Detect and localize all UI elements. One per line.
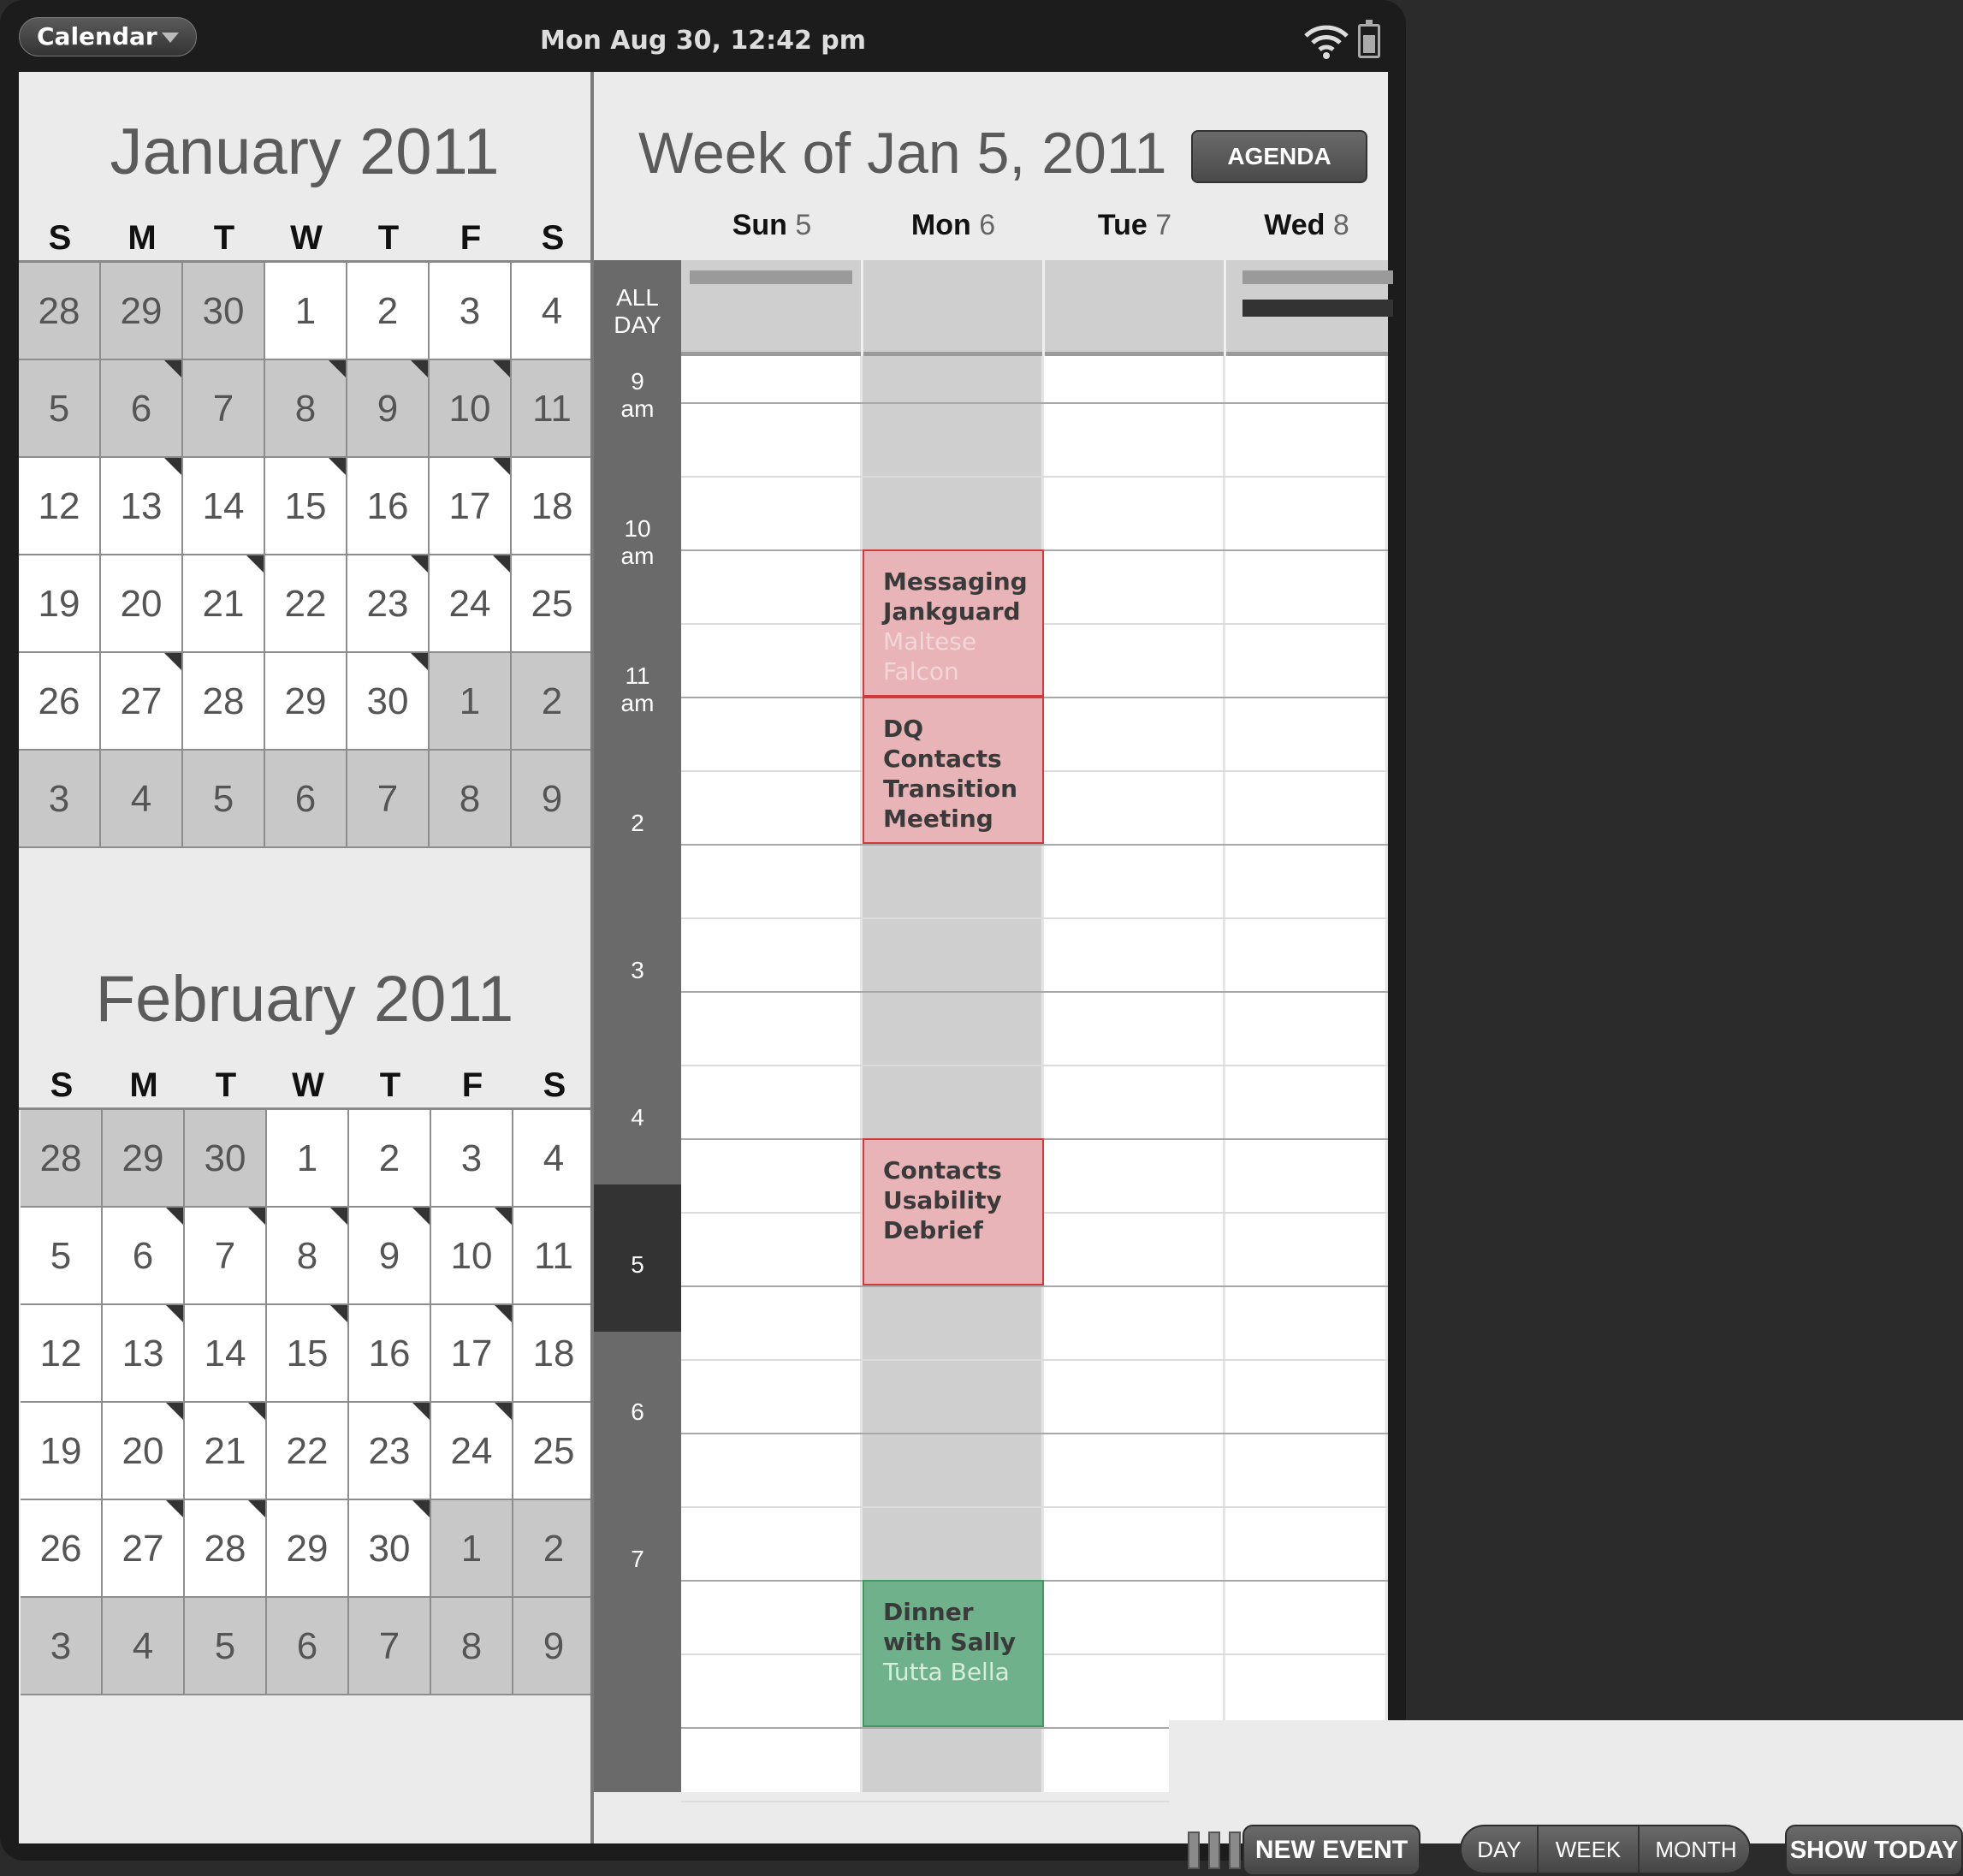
day-number: 10 bbox=[448, 388, 491, 430]
day-number: 27 bbox=[120, 680, 163, 722]
status-clock: Mon Aug 30, 12:42 pm bbox=[539, 26, 867, 56]
day-cell[interactable] bbox=[103, 1500, 185, 1598]
day-number: 14 bbox=[204, 1333, 246, 1374]
has-events-corner-icon bbox=[495, 1403, 512, 1420]
day-cell[interactable] bbox=[430, 360, 512, 458]
day-column[interactable] bbox=[681, 260, 863, 1792]
day-number: 15 bbox=[284, 485, 327, 527]
has-events-corner-icon bbox=[164, 653, 181, 670]
day-cell[interactable] bbox=[103, 1305, 185, 1403]
hour-number: 4 bbox=[631, 1104, 644, 1131]
hour-label bbox=[594, 810, 681, 837]
day-number: 20 bbox=[122, 1430, 164, 1472]
day-number: 13 bbox=[122, 1333, 164, 1374]
day-number: 6 bbox=[979, 209, 996, 241]
calendar-event[interactable] bbox=[863, 1138, 1044, 1285]
day-of-week-label: F bbox=[461, 1066, 483, 1104]
event-location: Maltese Falcon bbox=[883, 627, 977, 686]
day-number: 4 bbox=[130, 778, 152, 820]
has-events-corner-icon bbox=[411, 653, 428, 670]
agenda-button[interactable]: AGENDA bbox=[1191, 130, 1367, 183]
day-of-week-label: S bbox=[543, 1066, 566, 1104]
day-of-week-label: T bbox=[213, 219, 235, 257]
day-number: 16 bbox=[366, 485, 409, 527]
has-events-corner-icon bbox=[330, 1305, 347, 1322]
day-cell[interactable] bbox=[347, 653, 430, 751]
day-number: 28 bbox=[204, 1528, 246, 1570]
day-number: 4 bbox=[543, 1137, 565, 1179]
day-number: 11 bbox=[534, 1235, 573, 1277]
has-events-corner-icon bbox=[248, 1500, 265, 1517]
day-cell[interactable] bbox=[265, 653, 347, 751]
day-cell[interactable] bbox=[21, 1208, 103, 1305]
all-day-row[interactable] bbox=[681, 260, 1388, 356]
day-cell[interactable] bbox=[21, 1403, 103, 1500]
hour-label bbox=[594, 1398, 681, 1426]
month-title: February 2011 bbox=[95, 963, 514, 1036]
calendar-screen bbox=[19, 72, 1959, 1864]
has-events-corner-icon bbox=[246, 555, 264, 573]
day-cell[interactable] bbox=[103, 1110, 185, 1208]
month-title: January 2011 bbox=[110, 116, 500, 188]
calendar-event[interactable] bbox=[863, 1580, 1044, 1727]
hour-number: 10 bbox=[624, 515, 651, 542]
day-cell[interactable] bbox=[265, 751, 347, 848]
day-cell[interactable] bbox=[431, 1403, 513, 1500]
day-number: 9 bbox=[377, 388, 399, 430]
day-cell[interactable] bbox=[349, 1598, 431, 1695]
day-cell[interactable] bbox=[19, 458, 101, 555]
day-number: 5 bbox=[212, 778, 234, 820]
day-cell[interactable] bbox=[512, 751, 594, 848]
day-cell[interactable] bbox=[21, 1110, 103, 1208]
column-separator bbox=[1042, 260, 1045, 356]
day-cell[interactable] bbox=[349, 1208, 431, 1305]
day-of-week-label: S bbox=[48, 219, 72, 257]
day-cell[interactable] bbox=[183, 263, 265, 360]
wifi-icon bbox=[1302, 22, 1350, 60]
day-name: Sun bbox=[732, 209, 787, 241]
day-cell[interactable] bbox=[347, 751, 430, 848]
day-number: 17 bbox=[448, 485, 491, 527]
day-number: 21 bbox=[204, 1430, 246, 1472]
day-cell[interactable] bbox=[101, 360, 183, 458]
day-number: 1 bbox=[459, 680, 481, 722]
day-of-week-label: S bbox=[50, 1066, 74, 1104]
day-cell[interactable] bbox=[19, 360, 101, 458]
day-number: 7 bbox=[1155, 209, 1172, 241]
day-number: 3 bbox=[50, 1625, 72, 1667]
day-number: 9 bbox=[543, 1625, 565, 1667]
day-cell[interactable] bbox=[265, 555, 347, 653]
event-location: Tutta Bella bbox=[883, 1658, 1010, 1686]
day-number: 3 bbox=[48, 778, 70, 820]
week-grid[interactable] bbox=[681, 260, 1388, 1792]
has-events-corner-icon bbox=[493, 458, 510, 475]
day-column-header[interactable] bbox=[1044, 209, 1225, 242]
day-number: 17 bbox=[450, 1333, 493, 1374]
hour-label bbox=[594, 515, 681, 570]
day-number: 29 bbox=[284, 680, 327, 722]
has-events-corner-icon bbox=[164, 360, 181, 377]
day-number: 1 bbox=[296, 1137, 318, 1179]
day-number: 14 bbox=[202, 485, 245, 527]
day-cell[interactable] bbox=[183, 653, 265, 751]
column-separator bbox=[1224, 260, 1226, 356]
hour-meridiem: am bbox=[620, 395, 655, 422]
day-cell[interactable] bbox=[347, 458, 430, 555]
day-number: 23 bbox=[366, 583, 409, 625]
day-number: 7 bbox=[377, 778, 399, 820]
hour-label bbox=[594, 662, 681, 717]
has-events-corner-icon bbox=[412, 1500, 430, 1517]
day-number: 24 bbox=[448, 583, 491, 625]
day-number: 10 bbox=[450, 1235, 493, 1277]
day-cell[interactable] bbox=[512, 653, 594, 751]
view-day-button[interactable]: DAY bbox=[1462, 1826, 1539, 1873]
day-cell[interactable] bbox=[513, 1110, 596, 1208]
day-cell[interactable] bbox=[101, 263, 183, 360]
day-number: 29 bbox=[120, 290, 163, 332]
day-cell[interactable] bbox=[21, 1598, 103, 1695]
day-number: 30 bbox=[366, 680, 409, 722]
day-cell[interactable] bbox=[265, 360, 347, 458]
day-cell[interactable] bbox=[513, 1598, 596, 1695]
day-of-week-label: S bbox=[541, 219, 565, 257]
day-column[interactable] bbox=[1044, 260, 1225, 1792]
new-event-button[interactable]: NEW EVENT bbox=[1242, 1825, 1420, 1876]
day-cell[interactable] bbox=[19, 751, 101, 848]
has-events-corner-icon bbox=[411, 360, 428, 377]
day-cell[interactable] bbox=[512, 555, 594, 653]
has-events-corner-icon bbox=[329, 458, 346, 475]
hour-number: 9 bbox=[631, 368, 644, 395]
day-cell[interactable] bbox=[347, 555, 430, 653]
day-number: 4 bbox=[541, 290, 563, 332]
day-name: Tue bbox=[1097, 209, 1148, 241]
day-number: 25 bbox=[531, 583, 573, 625]
has-events-corner-icon bbox=[166, 1305, 183, 1322]
event-title: DQ Contacts Transition Meeting bbox=[883, 715, 1018, 833]
day-cell[interactable] bbox=[21, 1305, 103, 1403]
day-number: 28 bbox=[39, 1137, 82, 1179]
day-number: 3 bbox=[460, 1137, 483, 1179]
day-cell[interactable] bbox=[267, 1598, 349, 1695]
day-cell[interactable] bbox=[431, 1110, 513, 1208]
day-number: 19 bbox=[39, 1430, 82, 1472]
day-cell[interactable] bbox=[185, 1110, 267, 1208]
hour-label bbox=[594, 957, 681, 984]
day-number: 5 bbox=[50, 1235, 72, 1277]
day-number: 22 bbox=[286, 1430, 329, 1472]
has-events-corner-icon bbox=[495, 1208, 512, 1225]
pane-resize-grip-icon[interactable] bbox=[1188, 1831, 1244, 1869]
hour-label bbox=[594, 1251, 681, 1279]
day-cell[interactable] bbox=[265, 458, 347, 555]
day-number: 8 bbox=[1332, 209, 1349, 241]
day-number: 12 bbox=[38, 485, 80, 527]
has-events-corner-icon bbox=[248, 1208, 265, 1225]
day-number: 29 bbox=[122, 1137, 164, 1179]
all-day-event-bar[interactable] bbox=[1242, 300, 1393, 317]
hour-line bbox=[681, 991, 1388, 993]
day-number: 21 bbox=[202, 583, 245, 625]
day-number: 1 bbox=[460, 1528, 483, 1570]
day-cell[interactable] bbox=[347, 263, 430, 360]
day-cell[interactable] bbox=[19, 653, 101, 751]
hour-meridiem: am bbox=[620, 690, 655, 716]
half-hour-line bbox=[681, 1065, 1388, 1066]
app-menu-label: Calendar bbox=[37, 22, 157, 50]
day-column-header[interactable] bbox=[863, 209, 1044, 242]
day-number: 16 bbox=[368, 1333, 411, 1374]
day-cell[interactable] bbox=[183, 458, 265, 555]
day-of-week-label: F bbox=[460, 219, 482, 257]
event-title: Contacts Usability Debrief bbox=[883, 1156, 1002, 1244]
has-events-corner-icon bbox=[329, 360, 346, 377]
day-cell[interactable] bbox=[430, 653, 512, 751]
day-of-week-label: M bbox=[129, 1066, 158, 1104]
calendar-event[interactable] bbox=[863, 697, 1044, 844]
day-cell[interactable] bbox=[349, 1305, 431, 1403]
bottom-toolbar bbox=[1169, 1720, 1963, 1864]
day-number: 7 bbox=[378, 1625, 400, 1667]
hour-label bbox=[594, 1104, 681, 1131]
day-cell[interactable] bbox=[21, 1500, 103, 1598]
day-number: 5 bbox=[48, 388, 70, 430]
day-number: 13 bbox=[120, 485, 163, 527]
day-cell[interactable] bbox=[103, 1403, 185, 1500]
day-cell[interactable] bbox=[101, 653, 183, 751]
all-day-event-bar[interactable] bbox=[690, 270, 852, 284]
half-hour-line bbox=[681, 476, 1388, 478]
day-cell[interactable] bbox=[349, 1110, 431, 1208]
day-cell[interactable] bbox=[512, 263, 594, 360]
has-events-corner-icon bbox=[493, 555, 510, 573]
day-cell[interactable] bbox=[430, 263, 512, 360]
has-events-corner-icon bbox=[412, 1403, 430, 1420]
day-cell[interactable] bbox=[183, 555, 265, 653]
day-cell[interactable] bbox=[430, 458, 512, 555]
half-hour-line bbox=[681, 917, 1388, 919]
day-number: 28 bbox=[202, 680, 245, 722]
day-cell[interactable] bbox=[430, 751, 512, 848]
battery-icon bbox=[1358, 24, 1380, 58]
day-cell[interactable] bbox=[431, 1208, 513, 1305]
day-number: 22 bbox=[284, 583, 327, 625]
hour-number: 2 bbox=[631, 810, 644, 836]
day-number: 12 bbox=[39, 1333, 82, 1374]
event-title: Messaging Jankguard bbox=[883, 567, 1028, 626]
day-number: 4 bbox=[132, 1625, 154, 1667]
day-cell[interactable] bbox=[431, 1305, 513, 1403]
week-view bbox=[594, 72, 1959, 1864]
day-number: 30 bbox=[202, 290, 245, 332]
day-number: 18 bbox=[531, 485, 573, 527]
has-events-corner-icon bbox=[412, 1208, 430, 1225]
day-number: 2 bbox=[377, 290, 399, 332]
day-number: 3 bbox=[459, 290, 481, 332]
day-cell[interactable] bbox=[101, 751, 183, 848]
day-number: 8 bbox=[460, 1625, 483, 1667]
view-week-button[interactable]: WEEK bbox=[1539, 1826, 1640, 1873]
day-number: 1 bbox=[294, 290, 317, 332]
day-cell[interactable] bbox=[101, 555, 183, 653]
day-column-header[interactable] bbox=[681, 209, 863, 242]
day-cell[interactable] bbox=[347, 360, 430, 458]
day-number: 30 bbox=[204, 1137, 246, 1179]
day-number: 2 bbox=[543, 1528, 565, 1570]
day-of-week-label: W bbox=[290, 219, 323, 257]
status-bar bbox=[0, 0, 1406, 72]
has-events-corner-icon bbox=[495, 1305, 512, 1322]
day-number: 9 bbox=[541, 778, 563, 820]
day-number: 27 bbox=[122, 1528, 164, 1570]
hour-line bbox=[681, 844, 1388, 846]
day-number: 30 bbox=[368, 1528, 411, 1570]
day-of-week-label: W bbox=[292, 1066, 324, 1104]
hour-number: 11 bbox=[625, 662, 650, 689]
day-number: 5 bbox=[795, 209, 812, 241]
day-number: 2 bbox=[378, 1137, 400, 1179]
day-cell[interactable] bbox=[185, 1598, 267, 1695]
day-cell[interactable] bbox=[267, 1208, 349, 1305]
event-title: Dinner with Sally bbox=[883, 1598, 1017, 1656]
day-column-header[interactable] bbox=[1225, 209, 1388, 242]
has-events-corner-icon bbox=[248, 1403, 265, 1420]
day-cell[interactable] bbox=[101, 458, 183, 555]
day-number: 20 bbox=[120, 583, 163, 625]
day-name: Mon bbox=[910, 209, 971, 241]
all-day-event-bar[interactable] bbox=[1242, 270, 1393, 284]
column-separator bbox=[861, 260, 863, 356]
day-name: Wed bbox=[1264, 209, 1325, 241]
day-number: 7 bbox=[212, 388, 234, 430]
day-cell[interactable] bbox=[183, 360, 265, 458]
day-number: 18 bbox=[532, 1333, 575, 1374]
show-today-button[interactable]: SHOW TODAY bbox=[1785, 1825, 1963, 1876]
day-number: 25 bbox=[532, 1430, 575, 1472]
has-events-corner-icon bbox=[166, 1403, 183, 1420]
view-switcher bbox=[1460, 1825, 1751, 1874]
day-cell[interactable] bbox=[349, 1500, 431, 1598]
day-number: 26 bbox=[39, 1528, 82, 1570]
day-cell[interactable] bbox=[183, 751, 265, 848]
hour-line bbox=[681, 1285, 1388, 1287]
day-cell[interactable] bbox=[19, 555, 101, 653]
day-number: 2 bbox=[541, 680, 563, 722]
day-cell[interactable] bbox=[185, 1305, 267, 1403]
day-number: 7 bbox=[214, 1235, 236, 1277]
day-number: 5 bbox=[214, 1625, 236, 1667]
day-number: 6 bbox=[294, 778, 317, 820]
hour-label bbox=[594, 368, 681, 423]
day-number: 19 bbox=[38, 583, 80, 625]
week-title: Week of Jan 5, 2011 bbox=[638, 121, 1167, 186]
hour-number: 6 bbox=[631, 1398, 644, 1425]
day-number: 9 bbox=[378, 1235, 400, 1277]
has-events-corner-icon bbox=[166, 1208, 183, 1225]
day-number: 8 bbox=[294, 388, 317, 430]
day-number: 15 bbox=[286, 1333, 329, 1374]
day-number: 29 bbox=[286, 1528, 329, 1570]
view-month-button[interactable]: MONTH bbox=[1655, 1837, 1737, 1862]
day-number: 6 bbox=[132, 1235, 154, 1277]
day-cell[interactable] bbox=[512, 458, 594, 555]
hour-number: 3 bbox=[631, 957, 644, 983]
day-cell[interactable] bbox=[265, 263, 347, 360]
day-cell[interactable] bbox=[267, 1110, 349, 1208]
day-column[interactable] bbox=[863, 260, 1044, 1792]
day-number: 24 bbox=[450, 1430, 493, 1472]
day-cell[interactable] bbox=[513, 1403, 596, 1500]
day-cell[interactable] bbox=[103, 1208, 185, 1305]
day-number: 28 bbox=[38, 290, 80, 332]
hour-number: 5 bbox=[631, 1251, 644, 1278]
day-number: 6 bbox=[296, 1625, 318, 1667]
hour-number: 7 bbox=[631, 1546, 644, 1572]
half-hour-line bbox=[681, 1359, 1388, 1361]
day-number: 8 bbox=[459, 778, 481, 820]
day-cell[interactable] bbox=[431, 1598, 513, 1695]
day-cell[interactable] bbox=[185, 1403, 267, 1500]
day-cell[interactable] bbox=[185, 1208, 267, 1305]
day-cell[interactable] bbox=[430, 555, 512, 653]
day-cell[interactable] bbox=[513, 1208, 596, 1305]
day-cell[interactable] bbox=[185, 1500, 267, 1598]
day-of-week-label: T bbox=[377, 219, 400, 257]
day-cell[interactable] bbox=[349, 1403, 431, 1500]
month-pane bbox=[19, 72, 590, 1843]
day-cell[interactable] bbox=[431, 1500, 513, 1598]
day-cell[interactable] bbox=[267, 1500, 349, 1598]
day-cell[interactable] bbox=[267, 1305, 349, 1403]
day-cell[interactable] bbox=[19, 263, 101, 360]
day-number: 6 bbox=[130, 388, 152, 430]
has-events-corner-icon bbox=[411, 555, 428, 573]
day-of-week-label: M bbox=[128, 219, 157, 257]
all-day-label: ALL DAY bbox=[614, 284, 661, 338]
day-cell[interactable] bbox=[513, 1500, 596, 1598]
day-number: 23 bbox=[368, 1430, 411, 1472]
day-of-week-label: T bbox=[215, 1066, 237, 1104]
calendar-event[interactable] bbox=[863, 549, 1044, 697]
day-number: 26 bbox=[38, 680, 80, 722]
day-cell[interactable] bbox=[103, 1598, 185, 1695]
day-of-week-label: T bbox=[379, 1066, 401, 1104]
hour-line bbox=[681, 1433, 1388, 1434]
has-events-corner-icon bbox=[164, 458, 181, 475]
hour-line bbox=[681, 402, 1388, 404]
day-cell[interactable] bbox=[267, 1403, 349, 1500]
hour-meridiem: am bbox=[620, 543, 655, 569]
day-number: 11 bbox=[532, 388, 572, 430]
day-column[interactable] bbox=[1225, 260, 1388, 1792]
day-cell[interactable] bbox=[513, 1305, 596, 1403]
has-events-corner-icon bbox=[330, 1208, 347, 1225]
has-events-corner-icon bbox=[493, 360, 510, 377]
day-cell[interactable] bbox=[512, 360, 594, 458]
half-hour-line bbox=[681, 1506, 1388, 1508]
hour-label bbox=[594, 1546, 681, 1573]
has-events-corner-icon bbox=[166, 1500, 183, 1517]
day-number: 8 bbox=[296, 1235, 318, 1277]
